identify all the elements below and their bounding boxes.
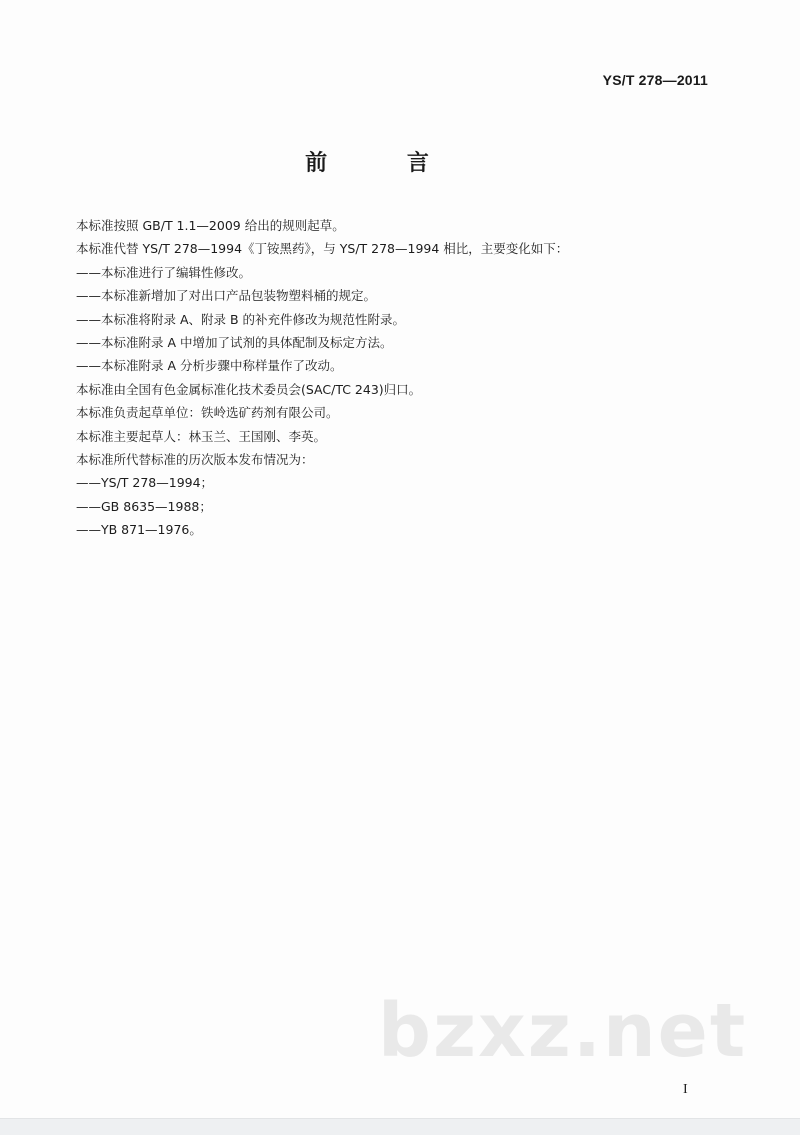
body-line: 本标准负责起草单位：铁岭选矿药剂有限公司。 [76, 405, 339, 421]
body-line: ——本标准进行了编辑性修改。 [76, 264, 252, 280]
watermark-text: bzxz.net [378, 988, 748, 1074]
body-line: ——本标准新增加了对出口产品包装物塑料桶的规定。 [76, 288, 377, 304]
body-line: 本标准所代替标准的历次版本发布情况为： [76, 451, 314, 467]
body-line: ——本标准附录 A 分析步骤中称样量作了改动。 [76, 358, 343, 374]
body-line: ——GB 8635—1988； [76, 498, 212, 514]
body-line: ——本标准附录 A 中增加了试剂的具体配制及标定方法。 [76, 334, 393, 350]
body-line: ——本标准将附录 A、附录 B 的补充件修改为规范性附录。 [76, 311, 406, 327]
body-line: 本标准主要起草人：林玉兰、王国刚、李英。 [76, 428, 327, 444]
foreword-body [76, 214, 716, 541]
body-line: 本标准由全国有色金属标准化技术委员会(SAC/TC 243)归口。 [76, 381, 422, 397]
standard-code: YS/T 278—2011 [602, 72, 708, 88]
body-line: 本标准按照 GB/T 1.1—2009 给出的规则起草。 [76, 218, 345, 233]
page-number: I [683, 1082, 688, 1097]
body-line: ——YS/T 278—1994； [76, 475, 214, 491]
page-title: 前 言 [305, 151, 465, 176]
viewer-bottom-edge [0, 1118, 800, 1135]
body-line: 本标准代替 YS/T 278—1994《丁铵黑药》，与 YS/T 278—1994 相比，主要变化如下： [76, 241, 569, 257]
body-line: ——YB 871—1976。 [76, 522, 202, 538]
